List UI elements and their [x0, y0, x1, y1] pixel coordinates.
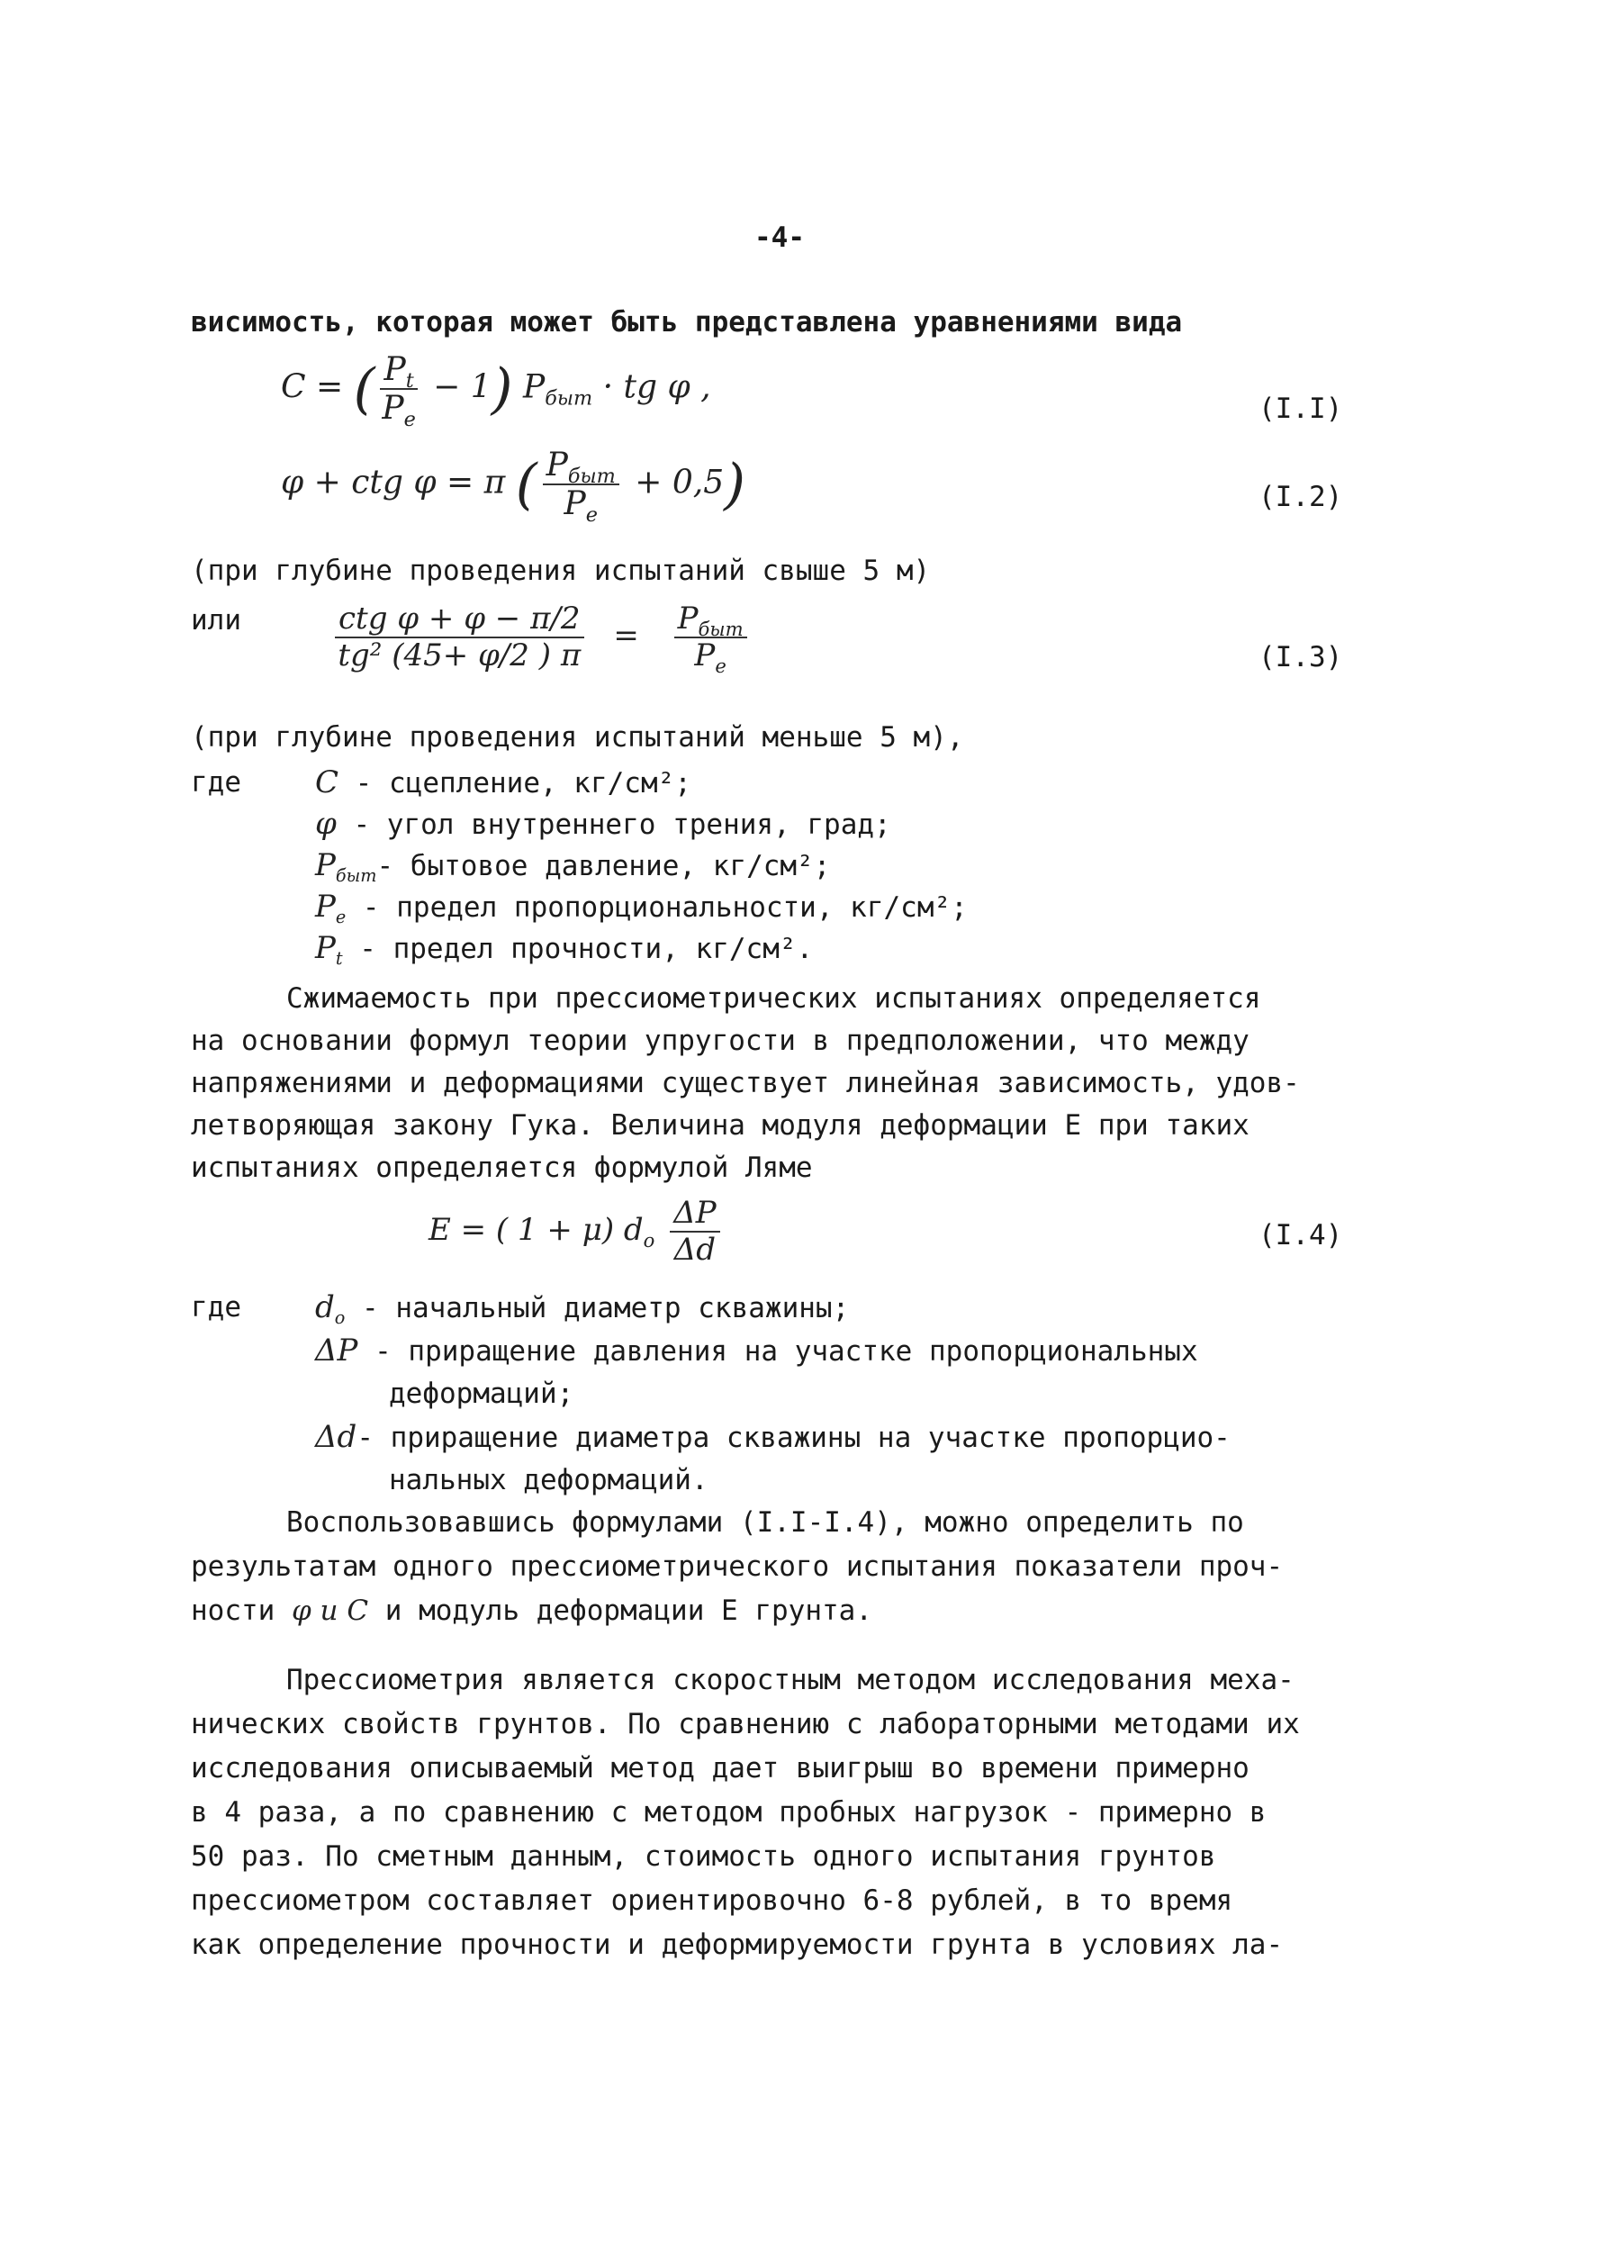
- eq2-tail: + 0,5: [635, 464, 725, 501]
- definition-row: [315, 1415, 1231, 1460]
- definition-row: [315, 1286, 849, 1331]
- paragraph-1-line: напряжениями и деформациями существует линейная зависимость, удов-: [191, 1067, 1300, 1099]
- eq3-rnum: P: [677, 601, 699, 637]
- eq1-p: P: [522, 368, 546, 406]
- definition-symbol-sub: t: [335, 948, 343, 970]
- eq1-lhs: C =: [281, 368, 344, 406]
- p2-symbols: φ и C: [291, 1595, 369, 1627]
- definition-symbol-sub: o: [334, 1307, 346, 1329]
- eq1-den: P: [382, 390, 404, 428]
- p2-text-a: ности: [191, 1595, 292, 1627]
- eq1-tail: · tg φ ,: [602, 368, 711, 406]
- or-word: или: [191, 604, 241, 637]
- eq2-den-sub: e: [585, 503, 598, 528]
- definition-symbol: Δd: [315, 1419, 357, 1455]
- intro-line: висимость, которая может быть представлена уравнениями вида: [191, 306, 1183, 339]
- equation-3: [335, 601, 753, 677]
- paragraph-3-line: исследования описываемый метод дает выигрыш во времени примерно: [191, 1752, 1250, 1785]
- definition-row: [315, 885, 968, 930]
- definition-symbol: d: [315, 1289, 335, 1325]
- definition-row: [315, 802, 891, 847]
- eq3-den: tg² (45+ φ/2 ) π: [338, 637, 582, 674]
- definition-row: [389, 1459, 708, 1503]
- eq3-num: ctg φ + φ − π/2: [335, 601, 584, 638]
- eq3-rnum-sub: быт: [698, 617, 744, 640]
- eq1-num-sub: t: [405, 369, 414, 393]
- definition-symbol: P: [315, 847, 336, 883]
- definition-text: - бытовое давление, кг/см²;: [376, 850, 831, 882]
- definition-symbol-sub: e: [335, 907, 347, 928]
- paragraph-1-line: на основании формул теории упругости в предположении, что между: [191, 1025, 1250, 1057]
- definition-row: [315, 926, 813, 971]
- equation-3-number: (I.3): [1259, 641, 1343, 673]
- definition-symbol: φ: [315, 806, 337, 842]
- paragraph-3-line: нических свойств грунтов. По сравнению с лабораторными методами их: [191, 1708, 1300, 1740]
- equation-1-number: (I.I): [1259, 393, 1343, 425]
- equation-2: φ + ctg φ = π ( $\frac{P_{быт}}{P_e}$ + 0,5): [281, 447, 745, 528]
- eq1-minus-one: − 1: [433, 368, 492, 406]
- definition-text: - предел прочности, кг/см².: [342, 933, 814, 965]
- eq1-den-sub: e: [403, 408, 416, 432]
- eq1-p-sub: быт: [545, 386, 593, 411]
- paragraph-2-line-2: результатам одного прессиометрического испытания показатели проч-: [191, 1550, 1284, 1583]
- definition-text: деформаций;: [389, 1378, 574, 1410]
- paragraph-3-line: как определение прочности и деформируемости грунта в условиях ла-: [191, 1929, 1284, 1961]
- eq4-lhs: E = ( 1 + μ) d: [429, 1212, 644, 1249]
- definition-row: [315, 761, 691, 806]
- paragraph-2-line-1: Воспользовавшись формулами (I.I-I.4), можно определить по: [286, 1506, 1244, 1539]
- definition-row: [389, 1372, 573, 1416]
- definition-text: - предел пропорциональности, кг/см²;: [346, 891, 968, 924]
- where-label: где: [191, 766, 241, 799]
- equation-2-number: (I.2): [1259, 481, 1343, 513]
- definition-symbol: C: [315, 764, 339, 800]
- definition-symbol: P: [315, 930, 336, 966]
- definition-text: - приращение диаметра скважины на участке пропорцио-: [356, 1422, 1231, 1454]
- eq4-den: Δd: [673, 1232, 717, 1269]
- p2-text-b: и модуль деформации Е грунта.: [368, 1595, 873, 1627]
- definition-text: - приращение давления на участке пропорциональных: [357, 1335, 1198, 1368]
- eq4-lhs-sub: o: [643, 1228, 655, 1251]
- page-number: -4-: [754, 221, 805, 254]
- definition-text: - сцепление, кг/см²;: [338, 767, 691, 800]
- paragraph-1-line: испытаниях определяется формулой Ляме: [191, 1152, 813, 1184]
- eq4-num: ΔP: [670, 1196, 719, 1233]
- definition-text: - начальный диаметр скважины;: [345, 1292, 850, 1324]
- definition-text: нальных деформаций.: [389, 1464, 708, 1496]
- definition-row: [315, 844, 830, 889]
- equation-4-number: (I.4): [1259, 1219, 1343, 1251]
- definition-symbol-sub: быт: [335, 865, 377, 887]
- where-label-2: где: [191, 1291, 241, 1324]
- definition-row: [315, 1329, 1198, 1374]
- eq2-lhs: φ + ctg φ = π: [281, 464, 506, 501]
- eq2-num: P: [546, 447, 568, 483]
- equation-4: [429, 1196, 726, 1268]
- eq3-rden: P: [694, 637, 716, 674]
- paragraph-3-line: Прессиометрия является скоростным методом исследования меха-: [286, 1664, 1295, 1696]
- definition-text: - угол внутреннего трения, град;: [336, 809, 891, 841]
- condition-deep: (при глубине проведения испытаний свыше 5 м): [191, 555, 931, 587]
- paragraph-3-line: 50 раз. По сметным данным, стоимость одного испытания грунтов: [191, 1840, 1216, 1873]
- definition-symbol: P: [315, 889, 336, 925]
- paragraph-3-line: в 4 раза, а по сравнению с методом пробных нагрузок - примерно в: [191, 1796, 1267, 1829]
- paragraph-1-line: летворяющая закону Гука. Величина модуля деформации Е при таких: [191, 1109, 1250, 1142]
- eq3-rden-sub: e: [715, 654, 726, 677]
- paragraph-1-line: Сжимаемость при прессиометрических испытаниях определяется: [286, 982, 1261, 1015]
- condition-shallow: (при глубине проведения испытаний меньше 5 м),: [191, 721, 964, 754]
- paragraph-3-line: прессиометром составляет ориентировочно 6-8 рублей, в то время: [191, 1884, 1233, 1917]
- eq2-num-sub: быт: [567, 465, 616, 489]
- definition-symbol: ΔP: [315, 1333, 358, 1369]
- eq2-den: P: [564, 485, 586, 523]
- eq1-num: P: [383, 351, 406, 388]
- eq3-equals: =: [613, 618, 639, 655]
- equation-1: C = ( $\frac{P_t}{P_e}$ − 1) $P_{быт}$ · tg φ ,: [281, 351, 711, 432]
- paragraph-2-line-3: [191, 1589, 872, 1633]
